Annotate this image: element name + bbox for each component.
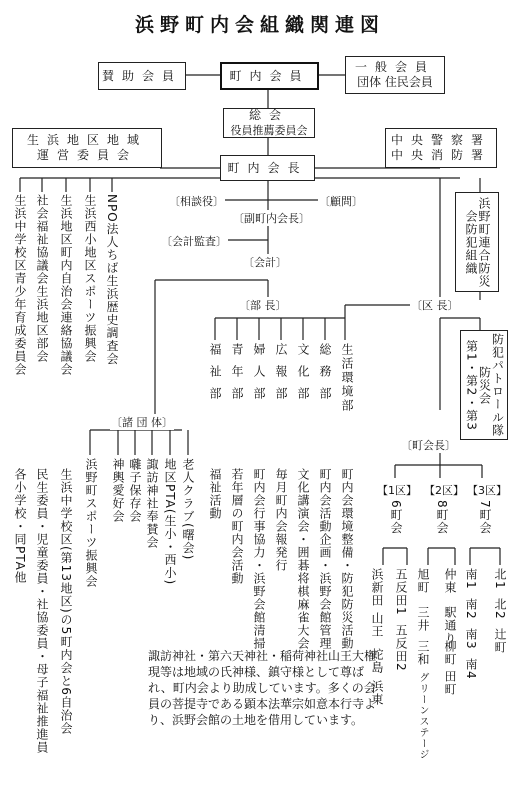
d1-town-2: 蛇島 [370,648,384,674]
district-2-count: 8町会 [435,500,449,535]
left-org-3: 生浜西小地区スポーツ振興会 [83,194,97,363]
sanjo-label: 賛助会員 [101,68,182,83]
group-1: 神輿愛好会 [111,458,125,523]
unei-label: 運営委員会 [36,148,137,162]
dept-name-6: 生活環境部 [340,343,354,413]
kaicho-label: 町内会長 [227,160,308,175]
left-org-1: 社会福祉協議会生浜地区部会 [35,194,49,363]
dept-name-1: 青年部 [230,343,244,409]
sodan-label: 〔相談役〕 [169,195,224,208]
kucho-label: 〔区 長〕 [411,299,459,312]
sanjo-box [98,62,186,90]
bouhan-box [455,192,499,292]
ippan-sub-label: 団体 住民会員 [357,75,433,89]
left-org-0: 生浜中学校区青少年育成委員会 [13,194,27,376]
d2-town-0: 旭町 [416,568,430,594]
patrol-bosai-label: 防災会 [477,365,492,405]
d2-town-1: 三井 [416,606,430,632]
district-3-count: 7町会 [478,500,492,535]
ippan-box [345,56,445,94]
group-2: 囃子保存会 [128,458,142,523]
d3-town-6: 辻町 [493,628,507,654]
group-3: 諏訪神社奉賛会 [145,458,159,549]
district-1-name: 【1区】 [377,484,417,497]
dept-name-2: 婦人部 [252,343,266,409]
dept-name-3: 広報部 [274,343,288,409]
group-5: 老人クラブ(曙会) [181,458,195,561]
group-4: 地区PTA(生小・西小) [163,458,177,586]
d1-town-4: 五反田1 [394,568,408,616]
d2-town-5: 駅通り [443,606,457,645]
left-org-4: NPO法人ちば生浜歴史調査会 [105,194,119,366]
d1-town-0: 浜新田 [370,568,384,607]
fire-label: 中央消防署 [390,148,491,162]
fuku-label: 〔副町内会長〕 [233,212,310,225]
dept-task-3: 毎月町内会報発行 [274,468,288,572]
district-2-name: 【2区】 [424,484,464,497]
d3-town-0: 南1 [464,568,478,590]
d3-town-4: 北1 [493,568,507,590]
komon-label: 〔顧問〕 [319,195,363,208]
chiiki-box [12,128,162,168]
left-org-sub-2: 生浜中学校区(第13地区)の5町内会と6自治会 [59,468,73,735]
shodantai-label: 〔諸 団 体〕 [111,416,173,429]
d2-town-7: 田町 [443,670,457,696]
d3-town-3: 南4 [464,658,478,680]
dept-name-0: 福祉部 [208,343,222,409]
dept-task-6: 町内会環境整備・防犯防災活動 [340,468,354,650]
kaikei-label: 〔会計〕 [243,256,287,269]
d1-town-3: 浜東 [370,680,384,706]
d2-town-4: 仲東 [443,568,457,594]
d3-town-2: 南3 [464,628,478,650]
choukaicho-label: 〔町会長〕 [401,439,456,452]
dept-name-5: 総務部 [318,343,332,409]
d2-town-2: 三和 [416,640,430,666]
chonai-kaiin-box [220,62,319,90]
district-3-name: 【3区】 [467,484,507,497]
sokai-box [223,108,315,138]
d2-town-6: 柳町 [443,640,457,666]
left-org-sub-1: 民生委員・児童委員・社協委員・母子福祉推進員 [35,468,49,754]
page-title: 浜野町内会組織関連図 [134,14,385,36]
dept-task-4: 文化講演会・囲碁将棋麻雀大会 [296,468,310,650]
bucho-label: 〔部 長〕 [239,299,287,312]
shrine-note: 諏訪神社・第六天神社・稲荷神社山王大権現等は地域の氏神様、鎮守様として尊ばれ、町内会より助成しています。多くの会員の菩提寺である顕本法華宗如意本行寺より、浜野会館の土地を借用しています。 [148,649,377,727]
left-org-2: 生浜地区町内自治会連絡協議会 [59,194,73,376]
d1-town-5: 五反田2 [394,624,408,672]
kaicho-box [220,155,315,181]
bouhan-label: 浜野町連合防災会防犯組織 [464,196,491,288]
patrol-units-label: 第1・第2・第3 [464,339,479,431]
group-0: 浜野町スポーツ振興会 [84,458,98,588]
dept-task-0: 福祉活動 [208,468,222,520]
kansa-label: 〔会計監査〕 [161,235,227,248]
dept-task-5: 町内会活動企画・浜野会館管理 [318,468,332,650]
d3-town-5: 北2 [493,598,507,620]
chiiki-label: 生浜地区地域 [26,133,147,147]
sokai-label: 総会 [248,108,289,122]
d2-town-3: グリーンステージ [417,672,428,760]
police-box [385,128,497,168]
d3-town-1: 南2 [464,598,478,620]
dept-task-1: 若年層の町内会活動 [230,468,244,585]
ippan-label: 一般会員 [354,60,435,74]
left-org-sub-0: 各小学校・同PTA他 [13,468,27,584]
police-label: 中央警察署 [390,133,491,147]
patrol-box [460,330,508,440]
dept-task-2: 町内会行事協力・浜野会館清掃 [252,468,266,650]
patrol-name-label: 防犯パトロール隊 [490,333,505,437]
dept-name-4: 文化部 [296,343,310,409]
chonai-kaiin-label: 町内会員 [229,68,310,83]
suisen-label: 役員推薦委員会 [230,124,308,137]
district-1-count: 6町会 [389,500,403,535]
d1-town-1: 山王 [370,612,384,638]
